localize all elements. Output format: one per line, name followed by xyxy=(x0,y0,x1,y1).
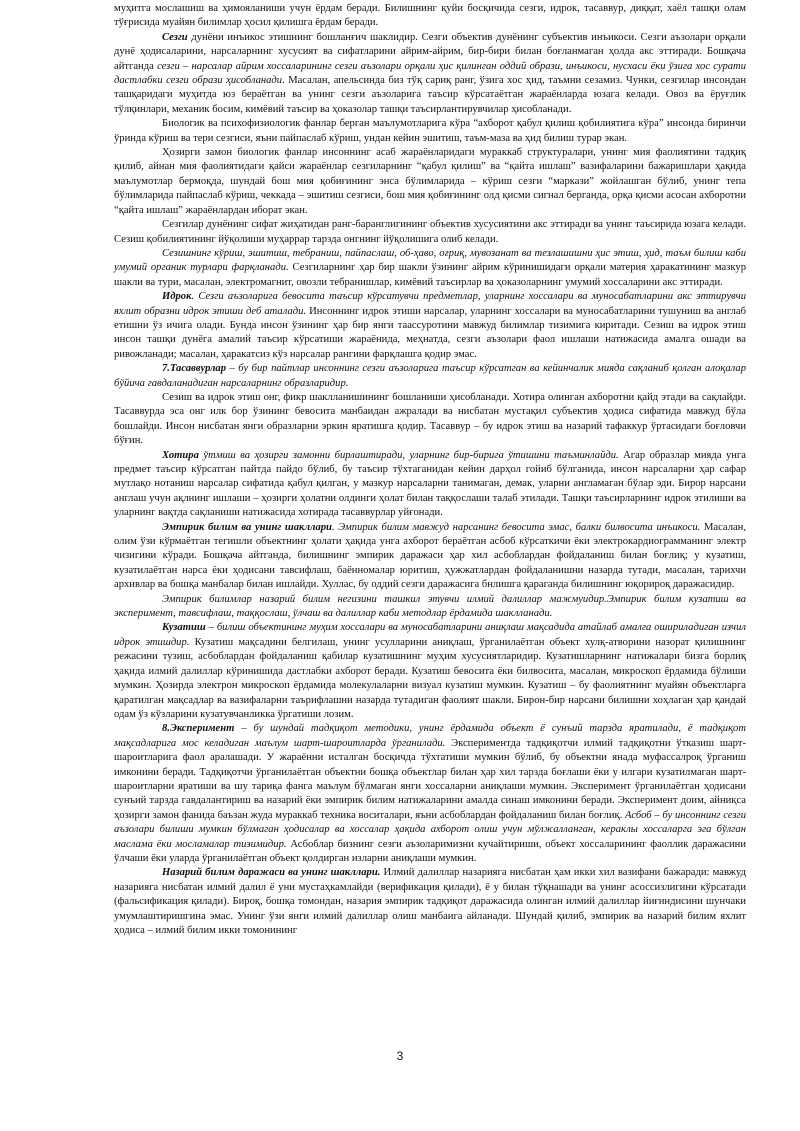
text-run: Илмий далиллар назарияга нисбатан ҳам икки хил вазифани бажаради: мавжуд назарияга нисбатан илмий далил ё уни мустаҳкамлайди (верификация қилади), ё у билан тўқнашади ва унинг асоссизлигини кўрсатади (фальсификация қилади). Бироқ, бошқа томондан, назария эмпирик тадқиқот даражасида олинган илмий далиллар йиғиндисини шунчаки умумлаштиришгина эмас. Унинг ўзи янги илмий далиллар олиш манбаига айланади. Шундай қилиб, эмпирик ва назарий билим яхлит ҳодиса – илмий билим икки томонининг xyxy=(114,867,746,936)
text-run: Сезгиларнинг ҳар бир шакли ўзининг айрим кўринишидаги орқали материя ҳаракатининг мазкур шакли ва тури, масалан, электромагнит, овозли тебранишлар, кимёвий таъсирлар ва ҳоказоларнинг умумий хоссаларини акс эттиради. xyxy=(114,262,746,288)
document-body xyxy=(114,2,746,938)
term-heading: Сезги xyxy=(162,31,188,43)
text-run: муҳитга мослашиш ва ҳимояланиши учун ёрдам беради. Билишнинг қуйи босқичида сезги, идрок, тасаввур, диққат, хаёл ташқи олам тўғрисида муайян билимлар ҳосил қилишга ёрдам беради. xyxy=(114,3,746,29)
paragraph xyxy=(114,290,746,362)
italic-text: Асбоб – бу инсоннинг сезги аъзолари билиши мумкин бўлмаган ҳодисалар ва хоссалар ҳақида ахборот олиш учун мўлжалланган, кераклы хоссаларга эга бўлган маслама ёки мосламалар тизимидир. xyxy=(114,809,746,850)
text-run: Сезиш ва идрок этиш онг, фикр шаклланишининг бошланиши ҳисобланади. Хотира олинган ахборотни қайд этади ва сақлайди. Тасаввурда эса онг илк бор ўзининг бевосита манбаидан ажралади ва нисбатан мустақил субъектив ҳодиса сифатида мавжуд бўла бошлайди. Инсон нисбатан янги образларни эркин яратишга қодир. Тасаввур – бу идрок этиш ва назарий тафаккур ўртасидаги боғловчи бўғин. xyxy=(114,391,746,447)
term-heading: Кузатиш xyxy=(162,622,206,634)
italic-text: Эмпирик билимлар назарий билим негизини ташкил этувчи илмий далиллар мажмуидир.Эмпирик билим кузатиш ва эксперимент, тавсифлаш, таққослаш, ўлчаш ва далиллар каби методлар ёрдамида шаклланади. xyxy=(114,593,746,620)
text-run: Масалан, олим ўзи кўрмаётган тегишли объектнинг ҳолати ҳақида унга ахборот бераётган асбоб кўрсаткичи ёки электрокардиограмманинг электр чизигини кўради. Бошқача айтганда, билишнинг эмпирик даражаси ҳар хил асбоблардан фойдаланиш билан боғлиқ; у кузатиш, кузатилаётган нарса ёки ҳодисани тавсифлаш, баённомалар юритиш, ҳужжатлардан фойдаланишни назарда тутади, масалан, тарихчи архивлар ва бошқа манбалар билан ишлайди. Хуллас, бу оддий сезги даражасига бнлишга қараганда билишнинг юқорироқ даражасидир. xyxy=(114,521,747,591)
italic-text: – бу шундай тадқиқот методики, унинг ёрдамида объект ё сунъий тарзда яратилади, ё тадқиқот мақсадларига мос келадиган маълум шарт-шароитларда ўрганилади. xyxy=(114,723,746,749)
paragraph xyxy=(114,247,746,290)
text-run: Агар образлар мияда унга предмет таъсир кўрсатган пайтда пайдо бўлиб, бу таъсир тўхтаганидан кейин дарҳол гойиб бўлганида, инсон нарсаларни ҳар сафар мутлақо нотаниш нарсалар сифатида қабул қилган, у мазкур нарсаларни танимаган, демак, уларни англамаган бўлар эди. Бирор нарсани англаш учун ақлнинг ишлаши – ҳозирги ҳолатни олдинги ҳолат билан таққослаши талаб этилади. Ташқи таъсирларнинг идрок этилиши ва уларнинг вақтда сақланиши натижасида хотирада тасаввурлар уйғонади. xyxy=(114,449,746,519)
term-heading: 8.Эксперимент xyxy=(162,723,235,735)
italic-text: ўтмиш ва ҳозирги замонни бирлаштиради, уларнинг бир-бирига ўтишини таъминлайди. xyxy=(198,449,619,461)
paragraph xyxy=(114,621,746,722)
paragraph xyxy=(114,722,746,866)
paragraph xyxy=(114,362,746,391)
term-heading: Хотира xyxy=(162,449,199,461)
paragraph xyxy=(114,146,746,218)
paragraph xyxy=(114,866,746,938)
text-run: Биологик ва психофизиологик фанлар берган маълумотларига кўра “ахборот қабул қилиш қобилиятига кўра” инсонда биринчи ўринда кўриш ва тери сезгиси, яъни пайпаслаб кўриш, ундан кейин эшитиш, таъм-маза ва ҳид билиш турар экан. xyxy=(114,118,746,144)
paragraph xyxy=(114,2,746,31)
paragraph xyxy=(114,218,746,247)
italic-text: . Сезги аъзоларига бевосита таъсир кўрсатувчи предметлар, уларнинг хоссалари ва муносабатларини акс эттирувчи яхлит образни идрок этиши деб аталади. xyxy=(114,291,746,317)
text-run: Сезгилар дунёнинг сифат жиҳатидан ранг-баранглигининг объектив хусусиятини акс эттиради ва унинг таъсирида юзага келади. Сезиш қобилиятининг йўқолиши муҳаррар тарзда онгнинг йўқолишига олиб келади. xyxy=(114,219,746,245)
italic-text: – билиш объектининг муҳим хоссалари ва муносабатларини аниқлаш мақсадида атайлаб амалга ошириладиган изчил идрок этишдир. xyxy=(114,622,746,648)
text-run: Экспериментда тадқиқотчи илмий тадқиқотни ўтказиш шарт-шароитларига фаол аралашади. У жараённи исталган босқичда тўхтатиши мумкин бўлиб, бу объектни янада муфассалроқ ўрганиш имконини беради. Тадқиқотчи ўрганилаётган объектни бошқа объектлар билан ҳар хил тарзда боғлаши ёки у илгари кузатилмаган шарт-шароитларни яратиши ва шу тариқа фанга маълум бўлмаган янги хоссаларни аниқлаши мумкин. Эксперимент ўрганилаётган ҳодисани сунъий тарзда гавдалантириш ва назарий ёки эмпирик билим натижаларини амалда синаш имконини беради. Эксперимент доим, айниқса ҳозирги замон фанида баъзан жуда мураккаб техника воситалари, яъни асбоблардан фойдаланиш билан боғлиқ. xyxy=(114,737,746,821)
paragraph xyxy=(114,117,746,146)
italic-text: сезги – нарсалар айрим хоссаларининг сезги аъзолари орқали ҳис қилинган оддий образи, инъикоси, нусхаси ёки ўзига хос сурати дастлабки сезги образи ҳисобланади xyxy=(114,60,746,87)
text-run: Кузатиш мақсадини белгилаш, унинг усулларини аниқлаш, ўрганилаётган объект хулқ-атворини назорат қилишнинг режасини тузиш, асбоблардан фойдаланиш қабилар кузатишнинг муҳим хусусиятларидир. Кузатишларнинг натижалари бизга борлиқ ҳақида илмий далиллар кўринишида дастлабки ахборот беради. Кузатиш бевосита ёки билвосита, масалан, микроскоп ёрдамида бўлиши мумкин. Ҳозирда электрон микроскоп ёрдамида молекулаларни визуал кузатиш мумкин. Кузатиш – бу фаолиятнинг муайян объектларга қаратилган мақсадлар ва вазифаларни таърифлашни назарда тутадиган фаолият шакли. Бирон-бир нарсани билишни хоҳлаган ҳар қандай одам ўз кўзларини кузатувчанликка ўргатиши лозим. xyxy=(114,636,746,720)
italic-text: Сезишнинг кўриш, эшитиш, тебраниш, пайпаслаш, об-ҳаво, оғриқ, мувозанат ва тезлашишни ҳис этиш, ҳид, таъм билиш каби умумий органик турлари фарқланади. xyxy=(114,247,746,274)
italic-text: – бу бир пайтлар инсоннинг сезги аъзоларига таъсир кўрсатган ва кейинчалик мияда сақланиб қолган алоқалар бўйича гавдаланадиган нарсаларнинг образларидир. xyxy=(114,363,746,389)
text-run: Асбоблар бизнинг сезги аъзоларимизни кучайтириши, объект хоссаларининг фаоллик даражасини ўлчаши ёки уларда ўрганилаётган объект қолдирган изларни аниқлаши мумкин. xyxy=(114,838,746,864)
paragraph xyxy=(114,593,746,622)
text-run: Ҳозирги замон биологик фанлар инсоннинг асаб жараёнларидаги мураккаб структуралари, унинг мия фаолиятини тадқиқ қилиб, айнан мия фаолиятидаги қайси жараёнлар сезгиларнинг “қабул қилиш” ва “қайта ишлаш” вазифаларини бажаришлари ҳақида маълумотлар бермоқда, шундай бош мия қобиғининг энса бўлимларида – кўриш сезги “маркази” жойлашган бўлиб, унинг тепа бўлимларида пайпаслаб кўриш, чеккада – эшитиш сезгиси, бош мия қобиғининг олд қисми сигнал берганда, орқа қисми асосан ахборотни “қайта ишлаш” жараёнлардан иборат экан. xyxy=(114,147,746,216)
text-run: Инсоннинг идрок этиши нарсалар, уларнинг хоссалари ва муносабатларини тушуниш ва англаб етишни ўз ичига олади. Бунда инсон ўзининг ҳар бир янги таассуротини мавжуд билимлар тизимига киритади. Сезиш ва идрок этиш инсон ташқи дунёга амалий таъсир кўрсатиши жараёнида, меҳнатда, сезги аъзолари фаол ишлаши натижасида амалга ошади ва ривожланади; масалан, ҳаракатсиз кўз нарсалар рангини фарқлашга қодир эмас. xyxy=(114,305,747,360)
paragraph xyxy=(114,31,746,117)
term-heading: Назарий билим даражаси ва унинг шакллари. xyxy=(162,867,381,879)
paragraph xyxy=(114,521,746,593)
text-run: дунёни инъикос этишнинг бошланғич шаклидир. Сезги объектив дунёнинг субъектив инъикоси. Сезги аъзолари орқали дунё ҳодисаларини, нарсаларнинг хусусият ва сифатларини айрим-айрим, бир-бири билан боғланмаган ҳолда акс эттиради. Бошқача айтганда xyxy=(114,31,746,72)
term-heading: 7.Тасаввурлар xyxy=(162,363,227,375)
paragraph xyxy=(114,449,746,521)
term-heading: Идрок xyxy=(162,291,192,303)
page-number: 3 xyxy=(396,1049,404,1063)
italic-text: . Эмпирик билим мавжуд нарсанинг бевосита эмас, балки билвосита инъикоси. xyxy=(331,521,701,533)
term-heading: Эмпирик билим ва унинг шакллари xyxy=(162,521,332,533)
paragraph xyxy=(114,391,746,449)
text-run: . Масалан, апельсинда биз тўқ сариқ ранг, ўзига хос ҳид, таъмни сезамиз. Чунки, сезгилар инсондан ташқаридаги муҳитда юз бераётган ва унинг сезги аъзоларига таъсир кўрсатаётган жараёнларда юзага келади. Овоз ва ёруғлик тўлқинлари, механик босим, кимёвий таъсир ва ҳоказолар ташқи таъсирлантирувчилар ҳисобланади. xyxy=(114,75,746,115)
